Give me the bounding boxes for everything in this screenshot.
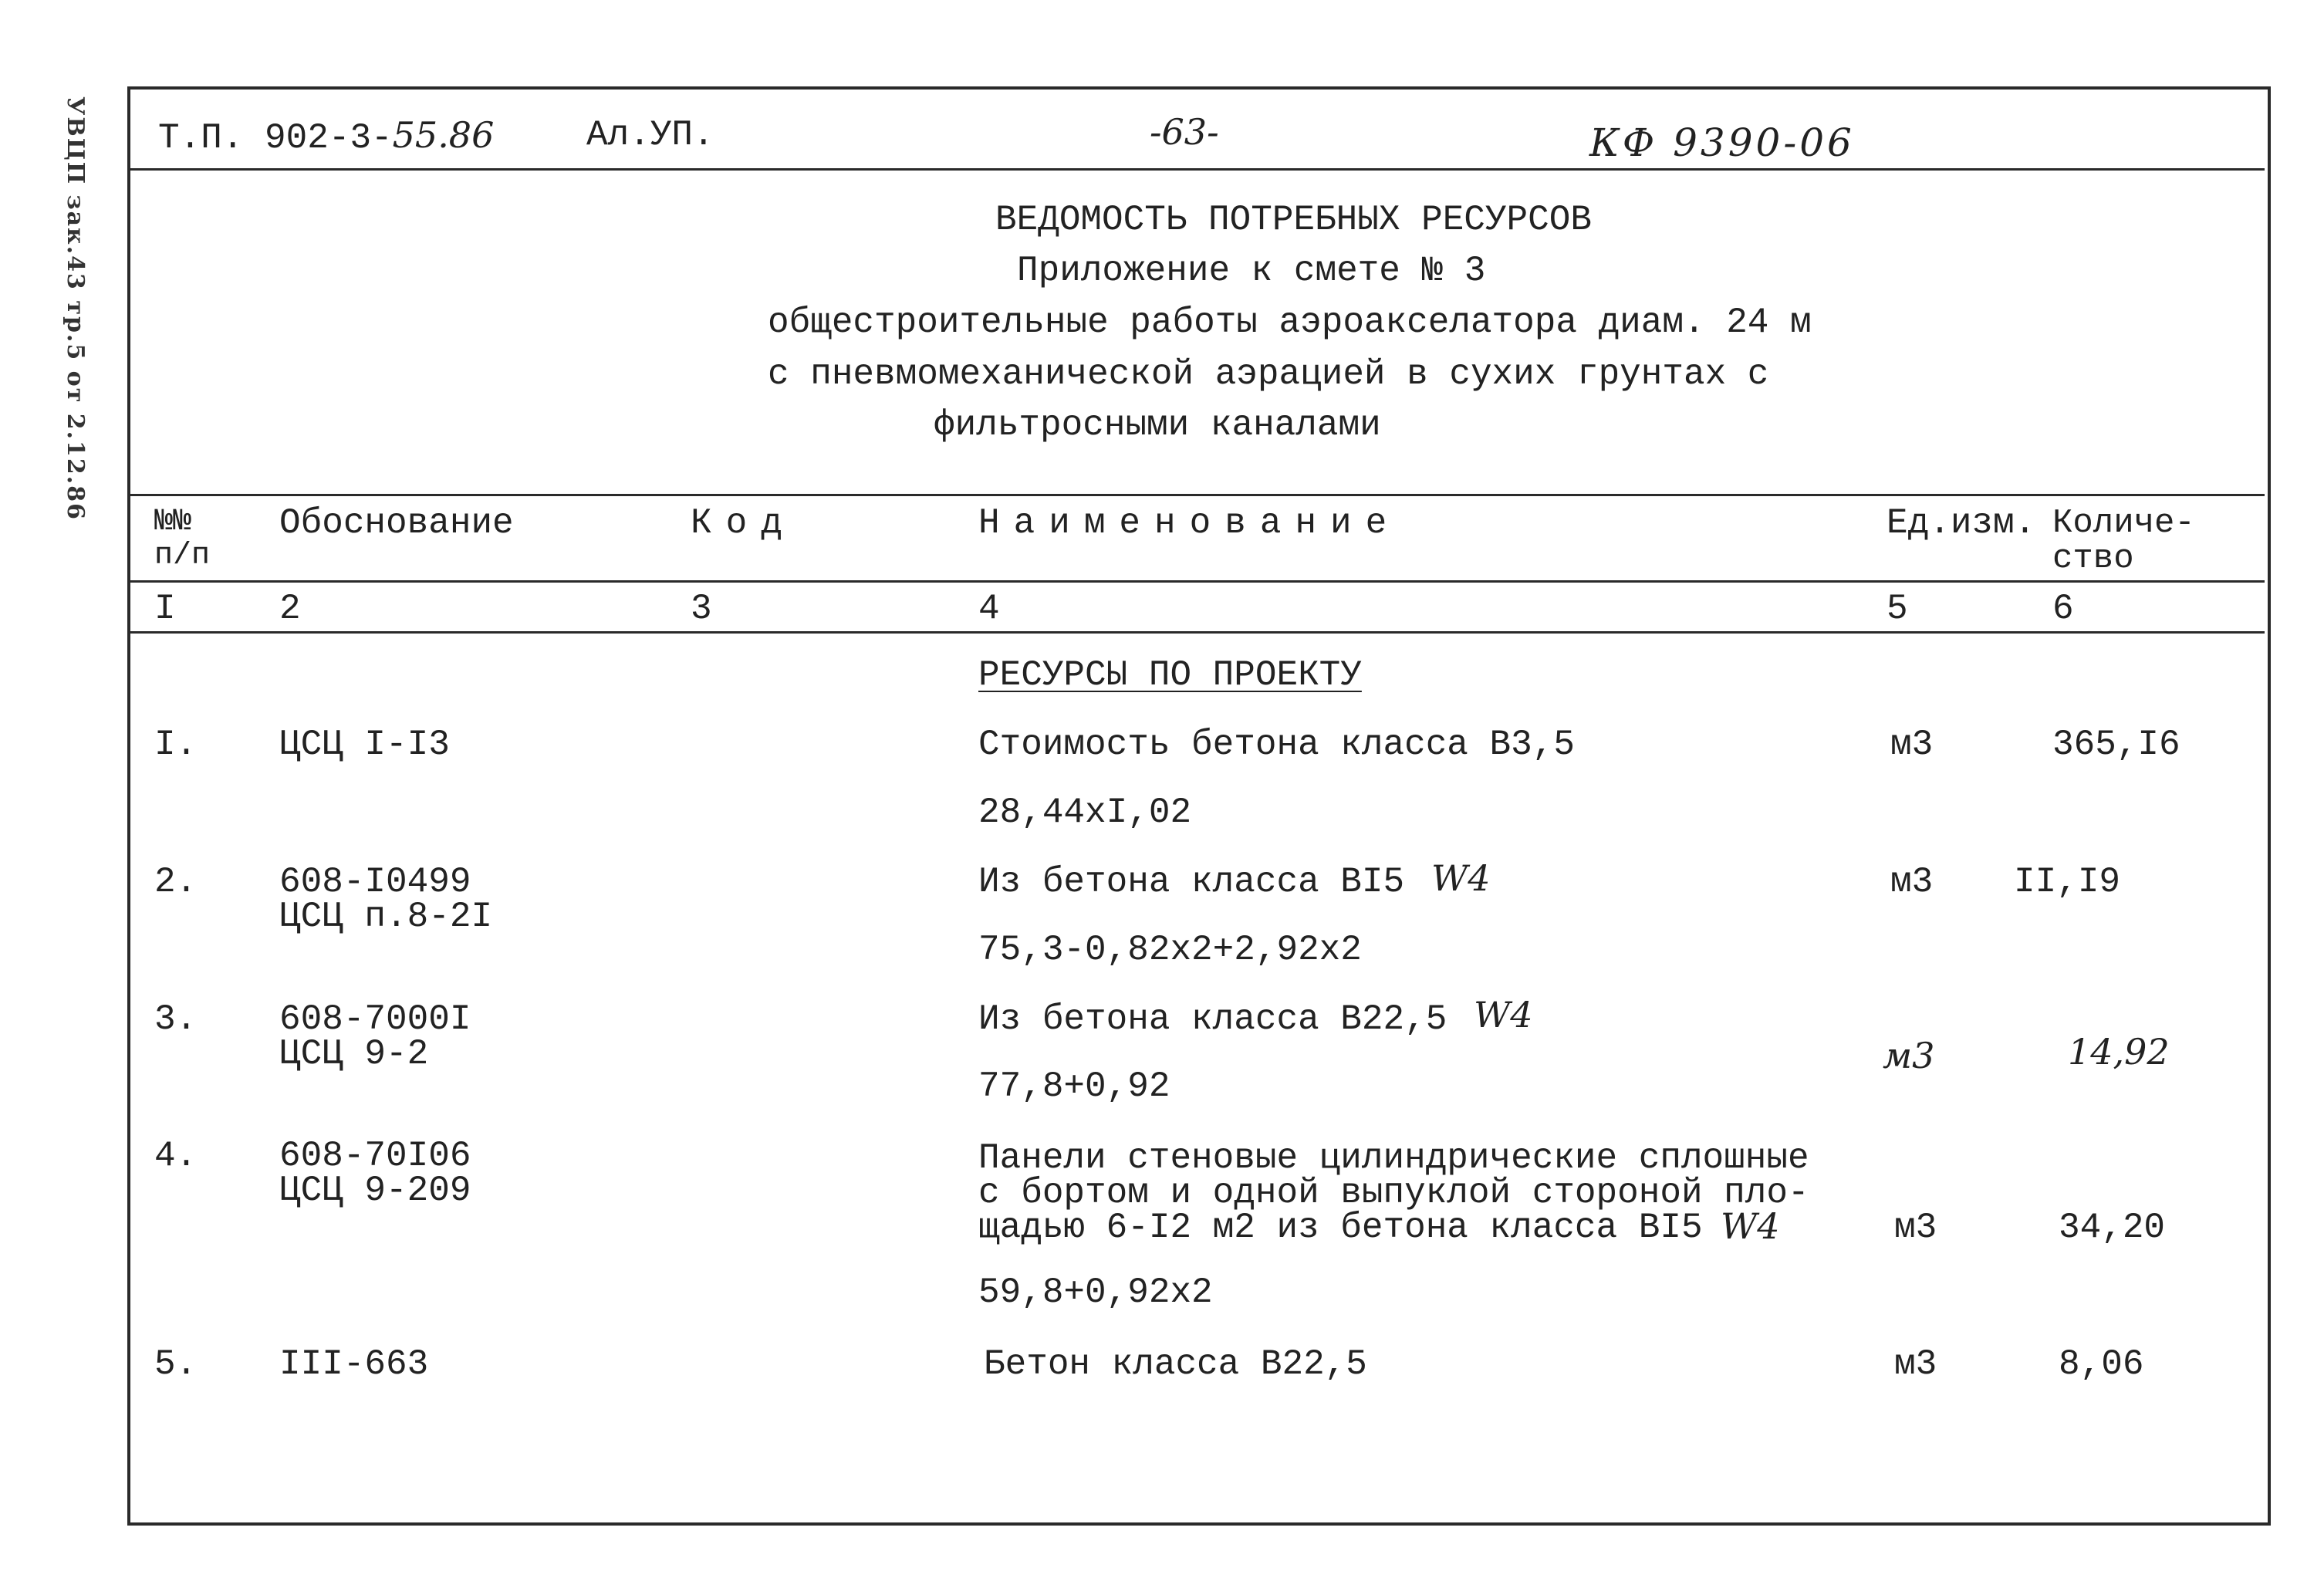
header-tp-handwritten: 55.86 [392, 114, 495, 156]
row-name: Из бетона класса В22,5 [978, 999, 1447, 1039]
header-page-number: -63- [1150, 111, 1219, 153]
row-calculation: 28,44xI,02 [978, 792, 1192, 833]
col-header-number [154, 505, 210, 573]
row-quantity-handwritten: 14,92 [2068, 1031, 2170, 1073]
col-number-4: 4 [978, 589, 1000, 629]
row-unit-handwritten: м3 [1883, 1035, 1935, 1076]
col-number-2: 2 [279, 589, 301, 629]
row-unit: м3 [1890, 725, 1934, 765]
title-line-1: ВЕДОМОСТЬ ПОТРЕБНЫХ РЕСУРСОВ [995, 200, 1592, 240]
row-mark-handwritten: W4 [1721, 1205, 1780, 1247]
row-unit: м3 [1894, 1208, 1937, 1248]
title-line-4: с пневмомеханической аэрацией в сухих грунтах с [768, 354, 1769, 394]
col-header-code: Код [691, 503, 796, 543]
title-line-3: общестроительные работы аэроакселатора диам. 24 м [768, 302, 1812, 343]
row-basis: 608-70I06 [279, 1136, 471, 1176]
row-calculation: 59,8+0,92x2 [978, 1272, 1213, 1313]
row-mark-handwritten: W4 [1474, 994, 1533, 1036]
col-header-number-a: №№ [154, 505, 192, 539]
row-number: I. [154, 725, 198, 765]
col-header-unit: Ед.изм. [1887, 503, 2036, 543]
row-number: 3. [154, 999, 198, 1039]
margin-note: УВЦП зак.43 тр.5 от 2.12.86 [62, 96, 89, 521]
row-number: 2. [154, 862, 198, 902]
row-number: 5. [154, 1344, 198, 1384]
row-unit: м3 [1894, 1344, 1937, 1384]
row-basis: 608-7000I [279, 999, 471, 1039]
col-number-1: I [154, 589, 176, 629]
row-mark-handwritten: W4 [1431, 857, 1491, 899]
header-album: Ал.УП. [586, 115, 714, 155]
table-header-top-rule [130, 494, 2265, 496]
row-name-line-2: с бортом и одной выпуклой стороной пло- [978, 1173, 1809, 1213]
title-line-2: Приложение к смете № 3 [1017, 251, 1486, 291]
col-header-quantity [2052, 505, 2195, 576]
row-name-line-3: щадью 6-I2 м2 из бетона класса ВI5 [978, 1208, 1703, 1248]
col-header-number-b: п/п [154, 539, 211, 573]
header-project-number [158, 114, 495, 158]
row-basis-secondary: ЦСЦ 9-209 [279, 1171, 471, 1211]
col-number-3: 3 [691, 589, 712, 629]
row-name-line-1: Панели стеновые цилиндрические сплошные [978, 1138, 1809, 1178]
col-number-6: 6 [2052, 589, 2074, 629]
section-title: РЕСУРСЫ ПО ПРОЕКТУ [978, 655, 1362, 695]
col-header-quantity-a: Количе- [2052, 504, 2195, 542]
col-number-5: 5 [1887, 589, 1908, 629]
row-basis-secondary: ЦСЦ п.8-2I [279, 897, 493, 937]
row-calculation: 77,8+0,92 [978, 1066, 1170, 1107]
title-line-5: фильтросными каналами [934, 405, 1381, 445]
row-quantity: 365,I6 [2052, 725, 2180, 765]
col-header-name: Наименование [978, 503, 1401, 543]
row-name: Бетон класса В22,5 [984, 1344, 1367, 1384]
row-name: Из бетона класса ВI5 [978, 862, 1405, 902]
row-quantity: 8,06 [2059, 1344, 2144, 1384]
col-numbers-bottom-rule [130, 631, 2265, 634]
row-name: Стоимость бетона класса В3,5 [978, 725, 1575, 765]
row-quantity: 34,20 [2059, 1208, 2166, 1248]
col-header-quantity-b: ство [2052, 539, 2134, 578]
row-calculation: 75,3-0,82x2+2,92x2 [978, 930, 1362, 970]
header-code: КФ 9390-06 [1589, 120, 1855, 165]
row-basis: 608-I0499 [279, 862, 471, 902]
header-divider [130, 168, 2265, 171]
row-basis: ЦСЦ I-I3 [279, 725, 450, 765]
row-unit: м3 [1890, 862, 1934, 902]
row-number: 4. [154, 1136, 198, 1176]
row-basis-secondary: ЦСЦ 9-2 [279, 1034, 429, 1074]
header-tp: Т.П. 902-3- [158, 118, 393, 158]
row-quantity: II,I9 [2014, 862, 2121, 902]
col-header-bottom-rule [130, 580, 2265, 583]
row-basis: III-663 [279, 1344, 429, 1384]
col-header-basis: Обоснование [279, 503, 514, 543]
